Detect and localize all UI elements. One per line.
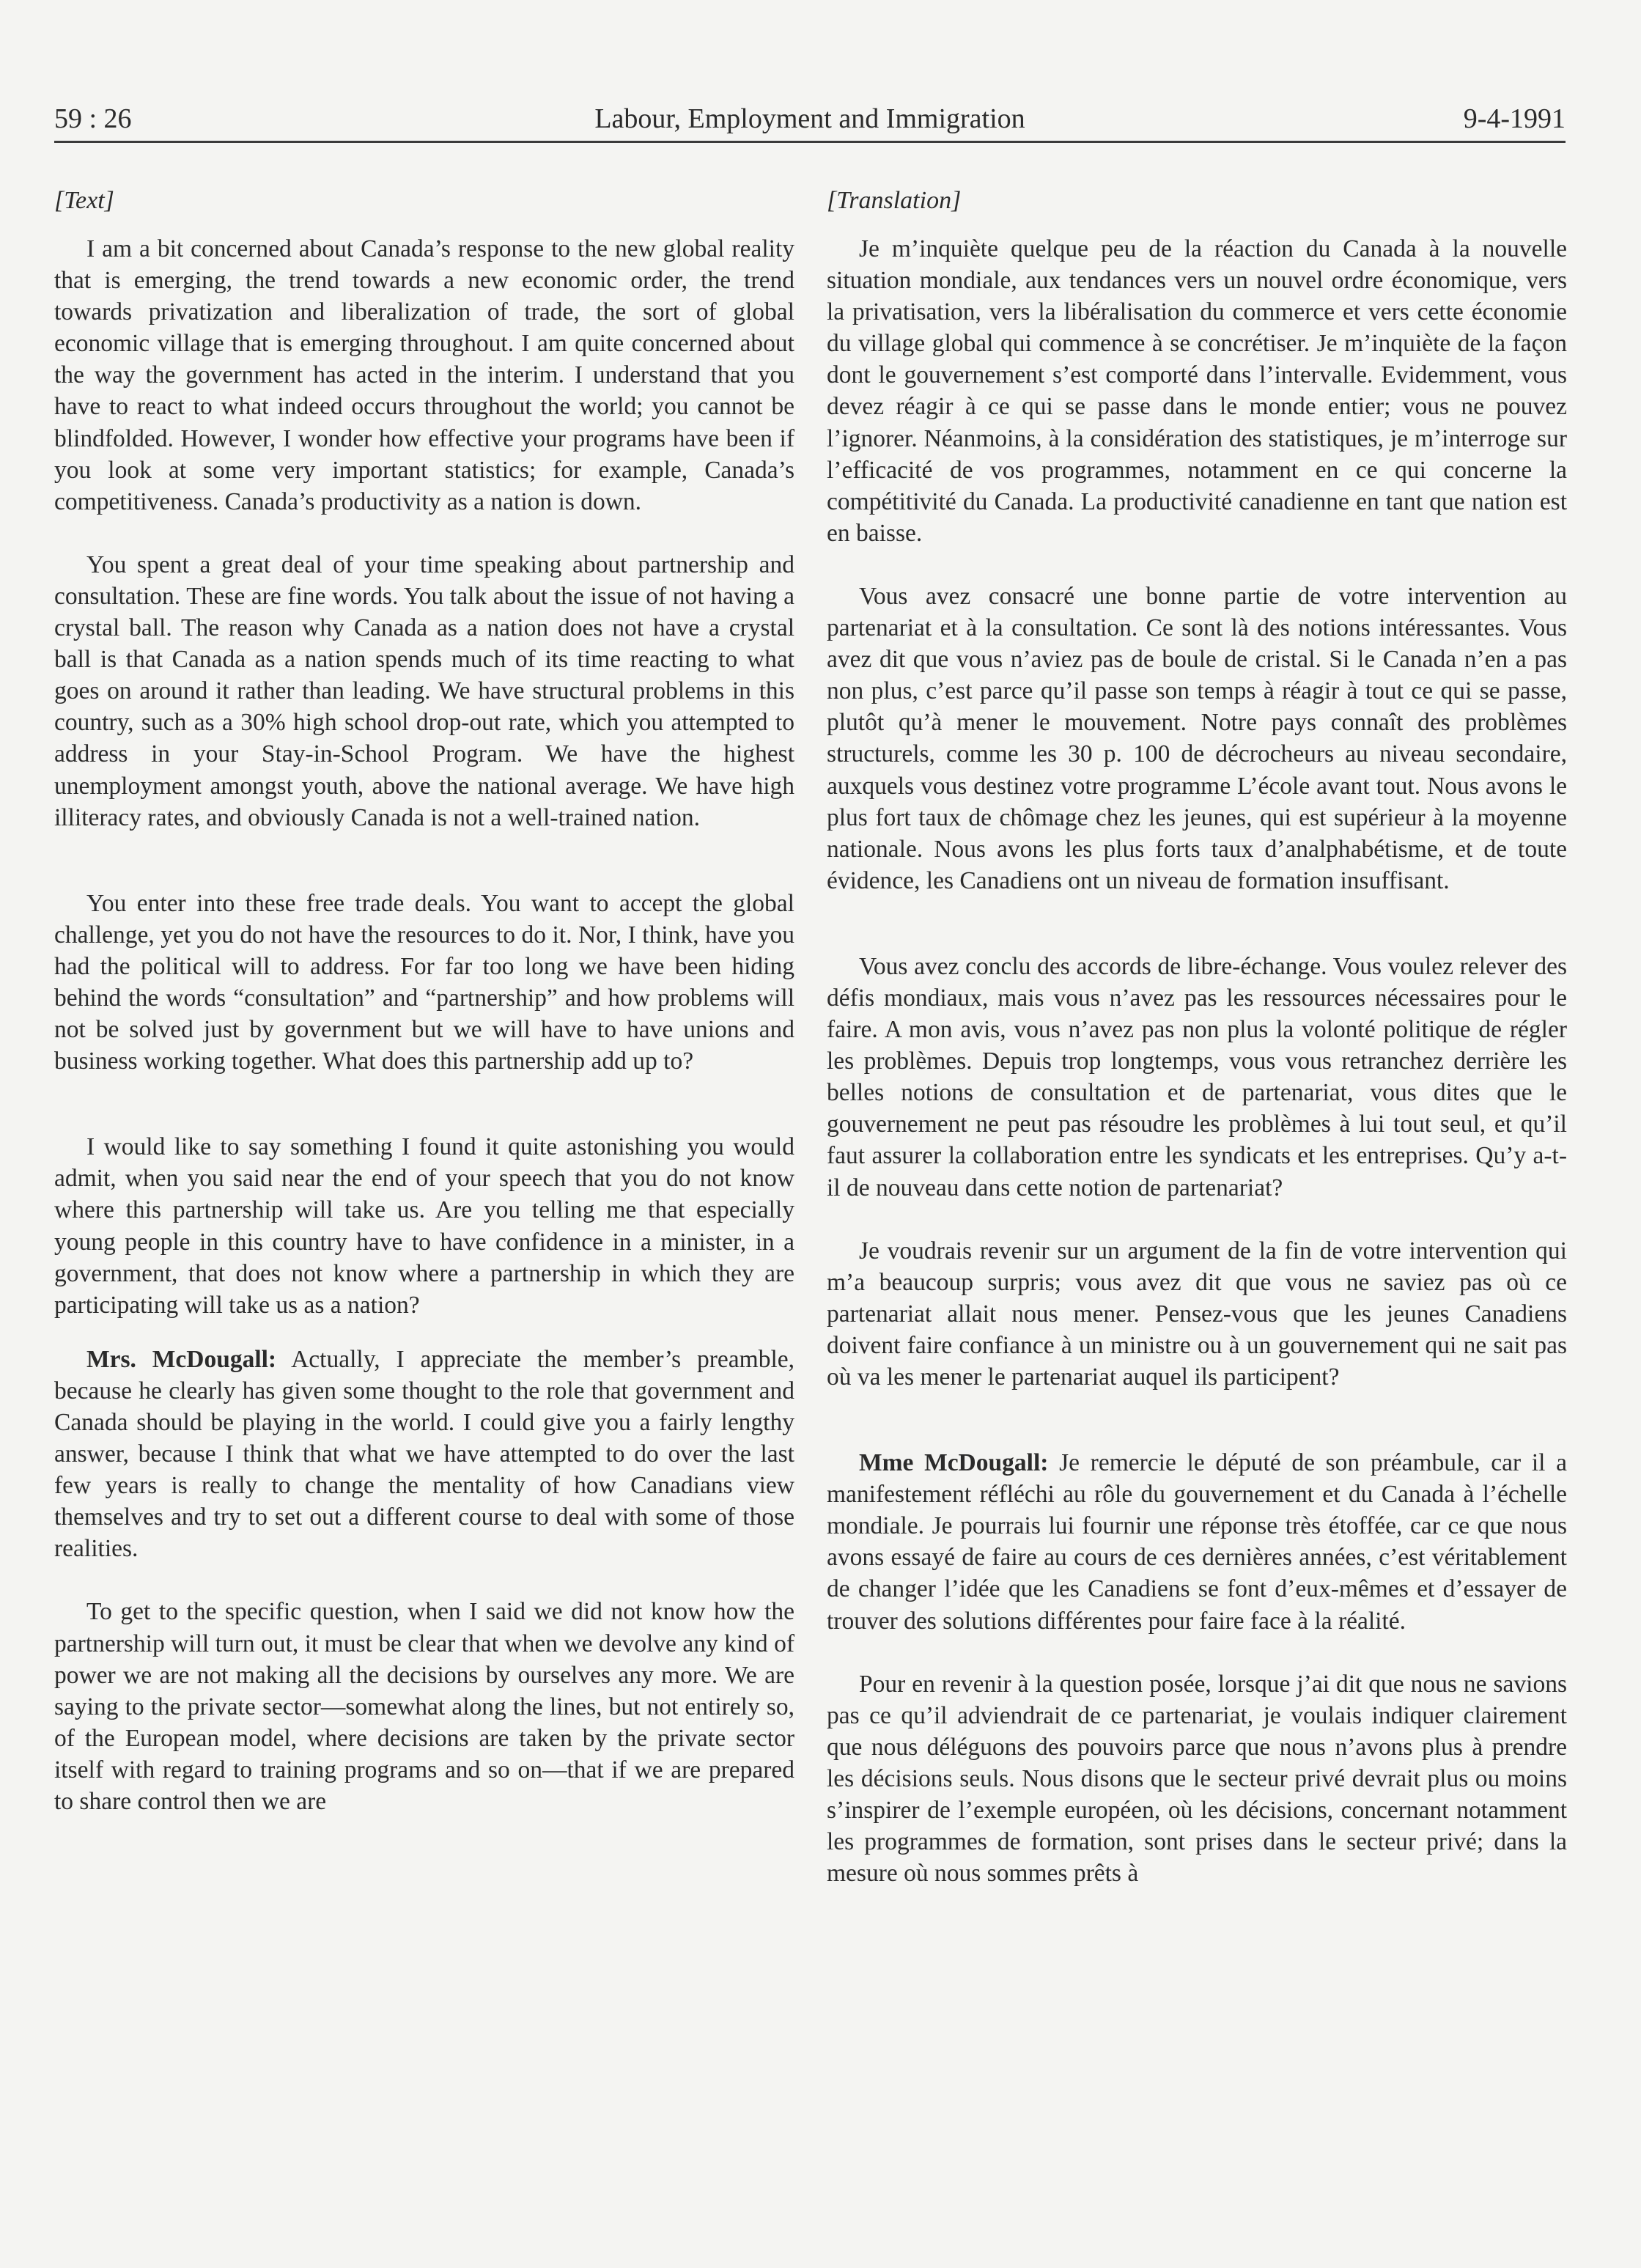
left-paragraph-6: To get to the specific question, when I said we did not know how the partnership will turn out, it must be clear that when we devolve any kind of power we are not making all the decisions by ourselves any more. We are saying to the private sector—somewhat along the lines, but not entirely so, of the European model, where decisions are taken by the private sector itself with regard to training programs and so on—that if we are prepared to share control then we are [54, 1598, 794, 1816]
right-paragraph-6: Pour en revenir à la question posée, lorsque j’ai dit que nous ne savions pas ce qu’il adviendrait de ce partenariat, je voulais indiquer clairement que nous déléguons des pouvoirs parce que nous n’avons plus à prendre les décisions seuls. Nous disons que le secteur privé devrait plus ou moins s’inspirer de l’exemple européen, où les décisions, concernant notamment les programmes de formation, sont prises dans le secteur privé; dans la mesure où nous sommes prêts à [827, 1670, 1567, 1888]
speaker-name: Mme McDougall: [859, 1449, 1049, 1477]
document-title: Labour, Employment and Immigration [594, 103, 1025, 134]
page-number: 59 : 26 [54, 103, 132, 134]
right-paragraph-4: Je voudrais revenir sur un argument de la fin de votre intervention qui m’a beaucoup surpris; vous avez dit que vous ne saviez pas où ce partenariat allait nous mener. Pensez-vous que les jeunes Canadiens doivent faire confiance à un ministre ou à un gouvernement qui ne sait pas où va les mener le partenariat auquel ils participent? [827, 1237, 1567, 1391]
speaker-text: Actually, I appreciate the member’s preamble, because he clearly has given some thought to the role that government and Canada should be playing in the world. I could give you a fairly lengthy answer, because I think that what we have attempted to do over the last few years is really to change the mentality of how Canadians view themselves and try to set out a different course to deal with some of those realities. [54, 1345, 794, 1563]
right-paragraph-3: Vous avez conclu des accords de libre-échange. Vous voulez relever des défis mondiaux, mais vous n’avez pas les ressources nécessaires pour le faire. A mon avis, vous n’avez pas non plus la volonté politique de régler les problèmes. Depuis trop longtemps, vous vous retranchez derrière les belles notions de consultation et de partenariat, vous dites que le gouvernement ne peut pas résoudre les problèmes à lui tout seul, et qu’il faut assurer la collaboration entre les syndicats et les entreprises. Qu’y a-t-il de nouveau dans cette notion de partenariat? [827, 952, 1567, 1201]
left-column [54, 185, 794, 1817]
header-date: 9-4-1991 [1463, 103, 1566, 134]
left-paragraph-1: I am a bit concerned about Canada’s response to the new global reality that is emerging, the trend towards a new economic order, the trend towards privatization and liberalization of trade, the sort of global economic village that is emerging throughout. I am quite concerned about the way the government has acted in the interim. I understand that you have to react to what indeed occurs throughout the world; you cannot be blindfolded. However, I wonder how effective your programs have been if you look at some very important statistics; for example, Canada’s competitiveness. Canada’s productivity as a nation is down. [54, 235, 794, 515]
text-label: [Text] [54, 187, 114, 214]
speaker-text: Je remercie le député de son préambule, car il a manifestement réfléchi au rôle du gouvernement et du Canada à l’échelle mondiale. Je pourrais lui fournir une réponse très étoffée, car ce que nous avons essayé de faire au cours de ces dernières années, c’est véritablement de changer l’idée que les Canadiens se font d’eux-mêmes et d’essayer de trouver des solutions différentes pour faire face à la réalité. [827, 1449, 1567, 1635]
page-header [54, 101, 1566, 143]
right-paragraph-1: Je m’inquiète quelque peu de la réaction du Canada à la nouvelle situation mondiale, aux tendances vers un nouvel ordre économique, vers la privatisation, vers la libéralisation du commerce et vers cette économie du village global qui commence à se concrétiser. Je m’inquiète de la façon dont le gouvernement s’est comporté dans l’intervalle. Evidemment, vous devez réagir à ce qui se passe dans le monde entier; vous ne pouvez l’ignorer. Néanmoins, à la considération des statistiques, je m’interroge sur l’efficacité de vos programmes, notamment en ce qui concerne la compétitivité du Canada. La productivité canadienne en tant que nation est en baisse. [827, 235, 1567, 547]
translation-label: [Translation] [827, 187, 962, 214]
right-column [827, 185, 1567, 1889]
left-paragraph-2: You spent a great deal of your time speaking about partnership and consultation. These are fine words. You talk about the issue of not having a crystal ball. The reason why Canada as a nation does not have a crystal ball is that Canada as a nation spends much of its time reacting to what goes on around it rather than leading. We have structural problems in this country, such as a 30% high school drop-out rate, which you attempted to address in your Stay-in-School Program. We have the highest unemployment amongst youth, above the national average. We have high illiteracy rates, and obviously Canada is not a well-trained nation. [54, 551, 794, 831]
right-speaker-paragraph [827, 1447, 1567, 1637]
left-paragraph-4: I would like to say something I found it quite astonishing you would admit, when you said near the end of your speech that you do not know where this partnership will take us. Are you telling me that especially young people in this country have to have confidence in a minister, in a government, that does not know where a partnership in which they are participating will take us as a nation? [54, 1133, 794, 1319]
speaker-name: Mrs. McDougall: [86, 1345, 277, 1373]
left-paragraph-3: You enter into these free trade deals. You want to accept the global challenge, yet you do not have the resources to do it. Nor, I think, have you had the political will to address. For far too long we have been hiding behind the words “consultation” and “partnership” and how problems will not be solved just by government but we will have to have unions and business working together. What does this partnership add up to? [54, 889, 794, 1075]
right-paragraph-2: Vous avez consacré une bonne partie de votre intervention au partenariat et à la consultation. Ce sont là des notions intéressantes. Vous avez dit que vous n’aviez pas de boule de cristal. Si le Canada n’en a pas non plus, c’est parce qu’il passe son temps à réagir à tout ce qui se passe, plutôt qu’à mener le mouvement. Notre pays connaît des problèmes structurels, comme les 30 p. 100 de décrocheurs au niveau secondaire, auxquels vous destinez votre programme L’école avant tout. Nous avons le plus fort taux de chômage chez les jeunes, qui est supérieur à la moyenne nationale. Nous avons les plus forts taux d’analphabétisme, et de toute évidence, les Canadiens ont un niveau de formation insuffisant. [827, 582, 1567, 894]
left-speaker-paragraph [54, 1344, 794, 1565]
